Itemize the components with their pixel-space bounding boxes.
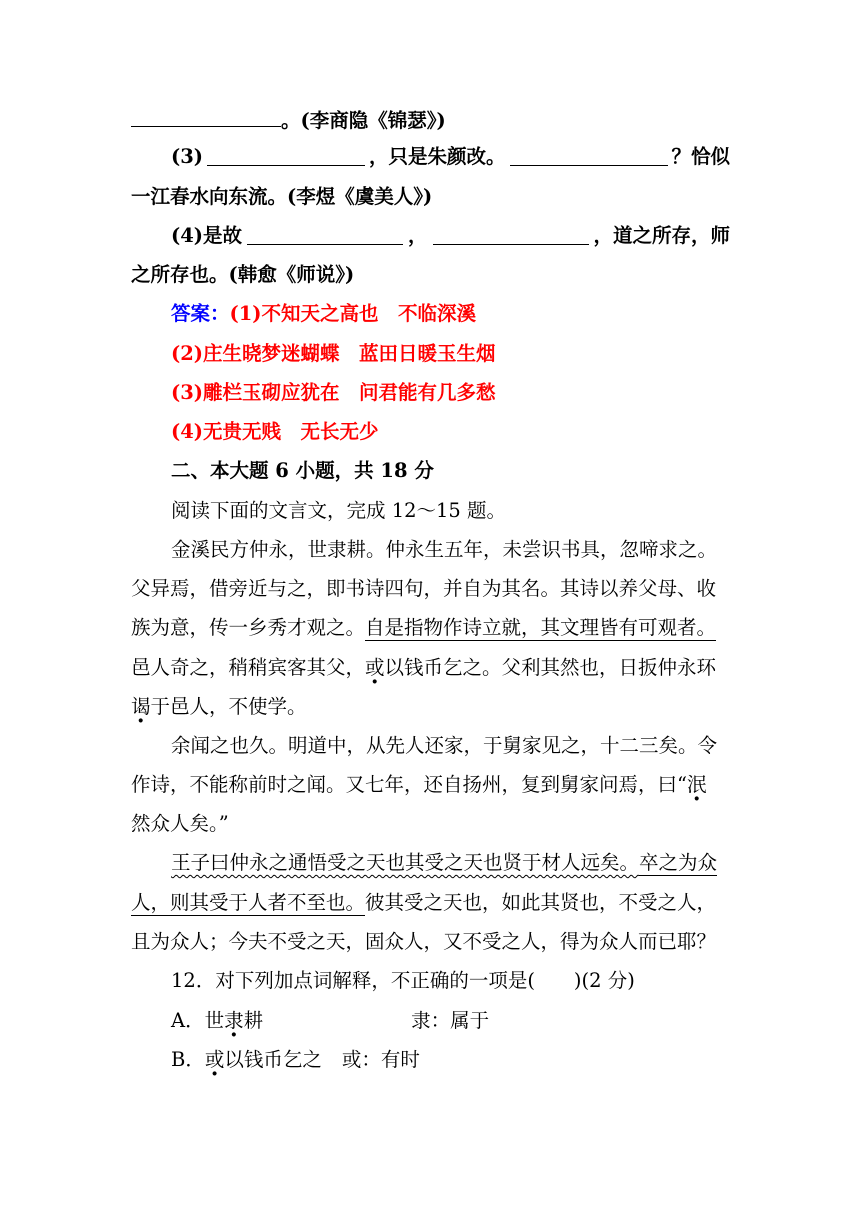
- dotted-word: 或: [365, 656, 385, 679]
- q11-line1: [131, 104, 446, 132]
- section-heading: 二、本大题 6 小题，共 18 分: [171, 459, 434, 482]
- option-label: B．: [171, 1048, 205, 1071]
- item-number: (3): [171, 145, 204, 168]
- option-explanation: 隶：属于: [411, 1009, 490, 1032]
- answer-blank: [247, 222, 403, 245]
- q11-item4-line1: [171, 222, 730, 250]
- dotted-word: 或: [204, 1048, 225, 1071]
- passage-text: 以钱币乞之。父利其然也，日扳仲永环: [384, 656, 717, 679]
- dotted-word: 隶: [224, 1009, 244, 1032]
- passage-text: 族为意，传一乡秀才观之。: [131, 616, 366, 639]
- passage-line: 且为众人；今夫不受之天，固众人，又不受之人，得为众人而已耶？: [131, 930, 717, 953]
- verse-text: ，只是朱颜改。: [369, 145, 506, 168]
- option-text: 以钱币乞之: [224, 1048, 322, 1071]
- q11-item3-line2: 一江春水向东流。(李煜《虞美人》): [131, 185, 433, 208]
- underlined-sentence: 人，则其受于人者不至也。: [131, 891, 366, 914]
- option-text: 耕: [243, 1009, 264, 1032]
- passage-line: 金溪民方仲永，世隶耕。仲永生五年，未尝识书具，忽啼求之。: [171, 538, 718, 561]
- passage-line: [131, 654, 716, 682]
- q11-item3-line1: [171, 143, 730, 171]
- dotted-word: 谒: [131, 695, 151, 718]
- passage-line: 余闻之也久。明道中，从先人还家，于舅家见之，十二三矣。令: [171, 734, 718, 757]
- passage-line: [131, 771, 707, 799]
- passage-line: [171, 849, 717, 877]
- answer-line-1: [171, 300, 476, 328]
- dotted-word: 泯: [686, 773, 707, 796]
- verse-text: ，道之所存，师: [593, 224, 730, 247]
- passage-line: 父异焉，借旁近与之，即书诗四句，并自为其名。其诗以养父母、收: [131, 577, 717, 600]
- passage-text: 作诗，不能称前时之闻。又七年，还自扬州，复到舅家问焉，曰“: [131, 773, 687, 796]
- q11-item4-line2: 之所存也。(韩愈《师说》): [131, 263, 355, 286]
- wavy-underlined-text: 王子曰仲永之通悟受之天也其受之天也贤于材人远矣。: [171, 851, 640, 874]
- underlined-sentence: 自是指物作诗立就，其文理皆有可观者。: [365, 616, 717, 639]
- answer-line-2: (2)庄生晓梦迷蝴蝶 蓝田日暖玉生烟: [171, 342, 496, 365]
- section-instruction: 阅读下面的文言文，完成 12～15 题。: [171, 499, 507, 522]
- passage-text: 邑人奇之，稍稍宾客其父，: [131, 656, 366, 679]
- option-explanation: 或：有时: [341, 1048, 420, 1071]
- answer-blank: [131, 104, 281, 127]
- answer-blank: [207, 143, 365, 166]
- passage-line: [131, 889, 716, 917]
- passage-line: [131, 693, 307, 721]
- verse-text: (4)是故: [171, 224, 243, 247]
- passage-text: 彼其受之天也，如此其贤也，不受之人，: [365, 891, 717, 914]
- answer-blank: [433, 222, 589, 245]
- answer-text: (1)不知天之高也 不临深溪: [229, 302, 477, 325]
- punctuation: ，: [408, 224, 428, 247]
- question-12-option-b: [171, 1046, 420, 1074]
- answer-label: 答案：: [171, 302, 230, 325]
- source-citation: 。(李商隐《锦瑟》): [281, 109, 446, 132]
- underlined-sentence: 卒之为众: [639, 851, 718, 874]
- answer-line-3: (3)雕栏玉砌应犹在 问君能有几多愁: [171, 381, 496, 404]
- question-12-option-a: [171, 1007, 489, 1035]
- option-label: A．世: [171, 1009, 225, 1032]
- answer-blank: [510, 143, 668, 166]
- passage-text: 于邑人，不使学。: [150, 695, 307, 718]
- passage-line: 然众人矣。”: [131, 812, 229, 835]
- verse-text: ？恰似: [671, 145, 730, 168]
- answer-line-4: (4)无贵无贱 无长无少: [171, 420, 379, 443]
- passage-line: [131, 614, 716, 642]
- question-12-stem: 12．对下列加点词解释，不正确的一项是( )(2 分): [171, 969, 635, 992]
